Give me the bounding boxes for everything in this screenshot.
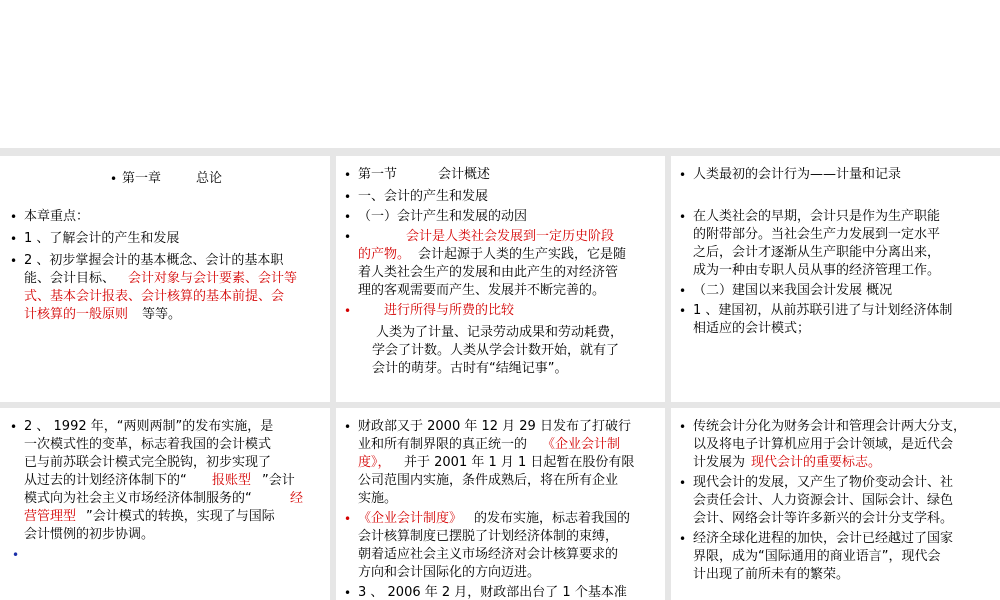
text-line: 已与前苏联会计模式完全脱钩，初步实现了 bbox=[24, 455, 272, 470]
text-line: 一、会计的产生和发展 bbox=[358, 189, 489, 204]
bullet: • bbox=[679, 532, 687, 546]
highlight-text: 《企业会计制 bbox=[542, 437, 621, 452]
bullet: • bbox=[10, 210, 18, 224]
text-line: 从过去的计划经济体制下的“ bbox=[24, 473, 187, 488]
text-line: ”会计 bbox=[262, 473, 295, 488]
text-line: 会计惯例的初步协调。 bbox=[24, 527, 155, 542]
bullet: • bbox=[10, 254, 18, 268]
highlight-text: 《企业会计制度》 bbox=[358, 511, 463, 526]
section-label: 第一节 bbox=[358, 167, 398, 182]
text-line: 以及将电子计算机应用于会计领域，是近代会 bbox=[693, 437, 954, 452]
section-title: 会计概述 bbox=[438, 167, 491, 182]
text-line: 着人类社会生产的发展和由此产生的对经济管 bbox=[358, 265, 619, 280]
slide-1[interactable] bbox=[0, 156, 330, 402]
text-line: 经济全球化进程的加快，会计已经越过了国家 bbox=[693, 531, 954, 546]
highlight-text: 度》， bbox=[358, 455, 391, 470]
slide-6[interactable] bbox=[671, 408, 1000, 600]
text-line: 财政部又于 2000 年 12 月 29 日发布了打破行 bbox=[358, 419, 631, 434]
highlight-text: 营管理型 bbox=[24, 509, 77, 524]
text-line: 界限，成为“国际通用的商业语言”，现代会 bbox=[693, 549, 941, 564]
bullet: • bbox=[344, 512, 352, 526]
bullet: • bbox=[12, 548, 20, 562]
highlight-text: 的产物。 bbox=[358, 247, 411, 262]
text-line: 传统会计分化为财务会计和管理会计两大分支， bbox=[693, 419, 967, 434]
text-line: 2 、初步掌握会计的基本概念、会计的基本职 bbox=[24, 253, 284, 268]
bullet: • bbox=[344, 210, 352, 224]
bullet: • bbox=[10, 232, 18, 246]
text-line: 一次模式性的变革，标志着我国的会计模式 bbox=[24, 437, 272, 452]
bullet: • bbox=[344, 420, 352, 434]
text-line: ”会计模式的转换，实现了与国际 bbox=[86, 509, 275, 524]
highlight-text: 现代会计的重要标志。 bbox=[751, 455, 882, 470]
text-line: 等等。 bbox=[142, 307, 182, 322]
text-line: 1 、了解会计的产生和发展 bbox=[24, 231, 180, 246]
bullet: • bbox=[344, 168, 352, 182]
text-line: 方向和会计国际化的方向迈进。 bbox=[358, 565, 541, 580]
highlight-text: 计核算的一般原则 bbox=[24, 307, 129, 322]
highlight-text: 报账型 bbox=[212, 473, 252, 488]
text-line: 能、会计目标、 bbox=[24, 271, 116, 286]
bullet: • bbox=[679, 304, 687, 318]
chapter-title: 总论 bbox=[196, 171, 223, 186]
bullet: • bbox=[10, 420, 18, 434]
bullet: • bbox=[679, 420, 687, 434]
highlight-text: 会计对象与会计要素、会计等 bbox=[128, 271, 298, 286]
text-line: 业和所有制界限的真正统一的 bbox=[358, 437, 528, 452]
bullet: • bbox=[679, 168, 687, 182]
text-line: 本章重点： bbox=[24, 209, 90, 224]
text-line: 人类最初的会计行为——计量和记录 bbox=[693, 167, 902, 182]
bullet: • bbox=[344, 230, 352, 244]
slide-2[interactable] bbox=[336, 156, 665, 402]
bullet: • bbox=[344, 586, 352, 600]
text-line: 计出现了前所未有的繁荣。 bbox=[693, 567, 850, 582]
chapter-label: 第一章 bbox=[122, 171, 162, 186]
bullet: • bbox=[679, 210, 687, 224]
text-line: 3 、 2006 年 2 月，财政部出台了 1 个基本准 bbox=[358, 585, 627, 600]
highlight-text: 式、基本会计报表、会计核算的基本前提、会 bbox=[24, 289, 285, 304]
highlight-text: 经 bbox=[290, 491, 304, 506]
slide-5[interactable] bbox=[336, 408, 665, 600]
text-line: 会计起源于人类的生产实践，它是随 bbox=[418, 247, 627, 262]
text-line: 并于 2001 年 1 月 1 日起暂在股份有限 bbox=[404, 455, 635, 470]
text-line: 现代会计的发展，又产生了物价变动会计、社 bbox=[693, 475, 954, 490]
bullet: • bbox=[110, 172, 118, 186]
text-line: 会计核算制度已摆脱了计划经济体制的束缚， bbox=[358, 529, 619, 544]
text-line: 会计的萌芽。古时有“结绳记事”。 bbox=[372, 361, 568, 376]
text-line: 的发布实施，标志着我国的 bbox=[474, 511, 631, 526]
text-line: 公司范围内实施，条件成熟后，将在所有企业 bbox=[358, 473, 619, 488]
text-line: （一）会计产生和发展的动因 bbox=[358, 209, 528, 224]
text-line: （二）建国以来我国会计发展 概况 bbox=[693, 283, 893, 298]
text-line: 相适应的会计模式； bbox=[693, 321, 811, 336]
text-line: 2 、 1992 年，“两则两制”的发布实施，是 bbox=[24, 419, 274, 434]
highlight-text: 会计是人类社会发展到一定历史阶段 bbox=[406, 229, 615, 244]
text-line: 会责任会计、人力资源会计、国际会计、绿色 bbox=[693, 493, 954, 508]
bullet: • bbox=[344, 190, 352, 204]
bullet: • bbox=[679, 284, 687, 298]
text-line: 实施。 bbox=[358, 491, 398, 506]
text-line: 计发展为 bbox=[693, 455, 746, 470]
text-line: 的附带部分。当社会生产力发展到一定水平 bbox=[693, 227, 941, 242]
bullet: • bbox=[344, 304, 352, 318]
text-line: 之后，会计才逐渐从生产职能中分离出来， bbox=[693, 245, 941, 260]
slide-3[interactable] bbox=[671, 156, 1000, 402]
text-line: 模式向为社会主义市场经济体制服务的“ bbox=[24, 491, 252, 506]
slide-4[interactable] bbox=[0, 408, 330, 600]
text-line: 1 、建国初，从前苏联引进了与计划经济体制 bbox=[693, 303, 953, 318]
text-line: 理的客观需要而产生、发展并不断完善的。 bbox=[358, 283, 606, 298]
text-line: 朝着适应社会主义市场经济对会计核算要求的 bbox=[358, 547, 619, 562]
text-line: 在人类社会的早期，会计只是作为生产职能 bbox=[693, 209, 941, 224]
text-line: 人类为了计量、记录劳动成果和劳动耗费， bbox=[376, 325, 624, 340]
text-line: 学会了计数。人类从学会计数开始，就有了 bbox=[372, 343, 620, 358]
text-line: 成为一种由专职人员从事的经济管理工作。 bbox=[693, 263, 941, 278]
bullet: • bbox=[679, 476, 687, 490]
text-line: 会计、网络会计等许多新兴的会计分支学科。 bbox=[693, 511, 954, 526]
highlight-text: 进行所得与所费的比较 bbox=[384, 303, 515, 318]
